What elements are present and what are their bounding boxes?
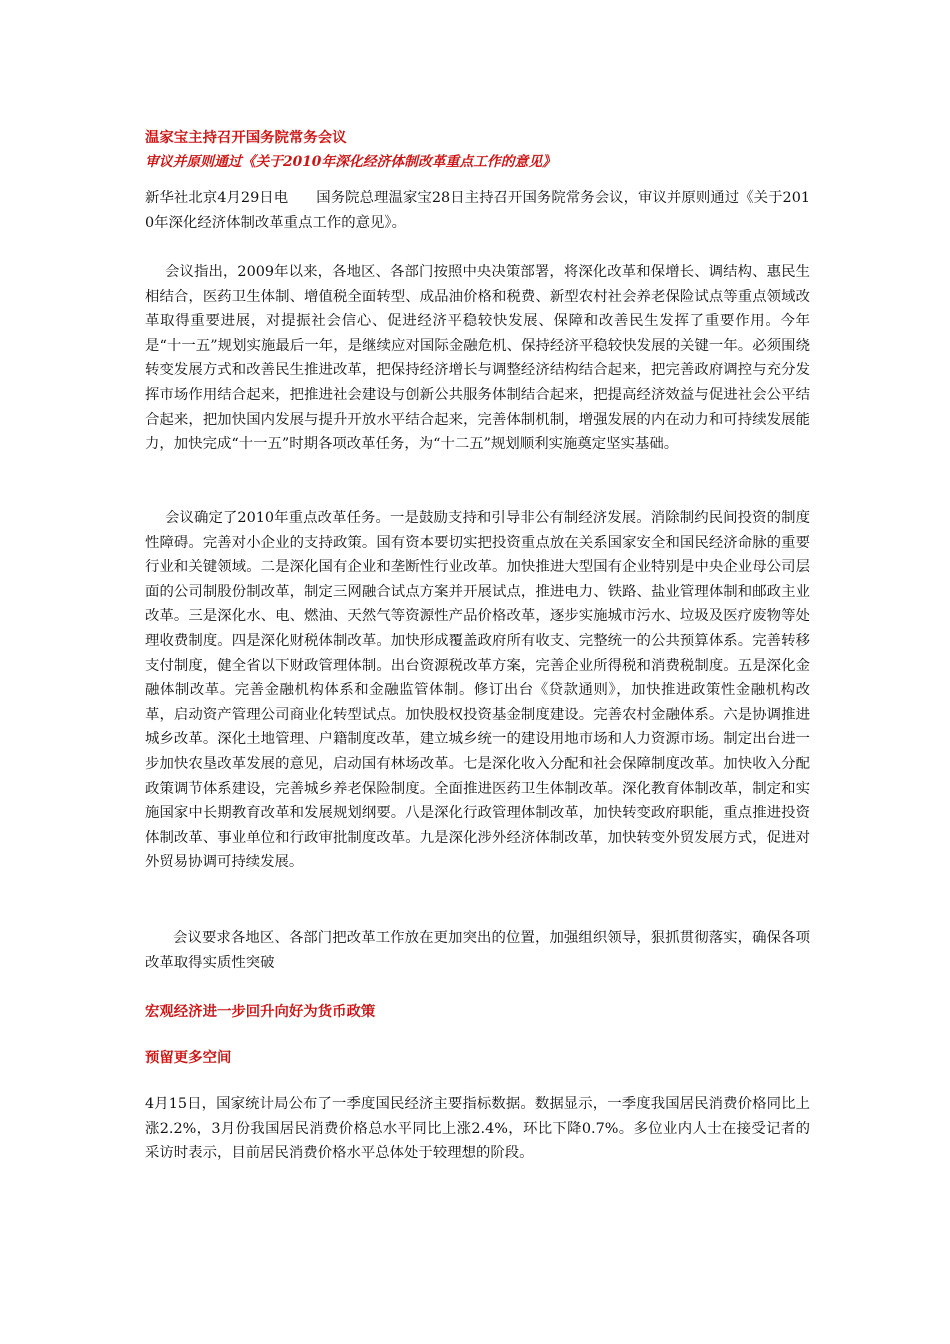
article-subtitle: 审议并原则通过《关于2010年深化经济体制改革重点工作的意见》 — [145, 154, 556, 170]
dateline: 新华社北京4月29日电 — [145, 190, 289, 206]
body-paragraph-2: 会议确定了2010年重点改革任务。一是鼓励支持和引导非公有制经济发展。消除制约民间投资的制度性障碍。完善对小企业的支持政策。国有资本要切实把投资重点放在关系国家安全和国民经济命脉的重要行业和关键领域。二是深化国有企业和垄断性行业改革。加快推进大型国有企业特别是中央企业母公司层面的公司制股份制改革，制定三网融合试点方案并开展试点，推进电力、铁路、盐业管理体制和邮政主业改革。三是深化水、电、燃油、天然气等资源性产品价格改革，逐步实施城市污水、垃圾及医疗废物等处理收费制度。四是深化财税体制改革。加快形成覆盖政府所有收支、完整统一的公共预算体系。完善转移支付制度，健全省以下财政管理体制。出台资源税改革方案，完善企业所得税和消费税制度。五是深化金融体制改革。完善金融机构体系和金融监管体制。修订出台《贷款通则》，加快推进政策性金融机构改革，启动资产管理公司商业化转型试点。加快股权投资基金制度建设。完善农村金融体系。六是协调推进城乡改革。深化土地管理、户籍制度改革，建立城乡统一的建设用地市场和人力资源市场。制定出台进一步加快农垦改革发展的意见，启动国有林场改革。七是深化收入分配和社会保障制度改革。加快收入分配政策调节体系建设，完善城乡养老保险制度。全面推进医药卫生体制改革。深化教育体制改革，制定和实施国家中长期教育改革和发展规划纲要。八是深化行政管理体制改革，加快转变政府职能，重点推进投资体制改革、事业单位和行政审批制度改革。九是深化涉外经济体制改革，加快转变外贸发展方式，促进对外贸易协调可持续发展。 — [145, 510, 810, 871]
lead-paragraph — [145, 186, 810, 235]
body-paragraph-3: 会议要求各地区、各部门把改革工作放在更加突出的位置，加强组织领导，狠抓贯彻落实，确保各项改革取得实质性突破 — [145, 930, 810, 971]
section-title-line2: 预留更多空间 — [145, 1050, 232, 1066]
article-title: 温家宝主持召开国务院常务会议 — [145, 130, 347, 146]
body-paragraph-1: 会议指出，2009年以来，各地区、各部门按照中央决策部署，将深化改革和保增长、调结构、惠民生相结合，医药卫生体制、增值税全面转型、成品油价格和税费、新型农村社会养老保险试点等重点领域改革取得重要进展，对提振社会信心、促进经济平稳较快发展、保障和改善民生发挥了重要作用。今年是“十一五”规划实施最后一年，是继续应对国际金融危机、保持经济平稳较快发展的关键一年。必须围绕转变发展方式和改善民生推进改革，把保持经济增长与调整经济结构结合起来，把完善政府调控与充分发挥市场作用结合起来，把推进社会建设与创新公共服务体制结合起来，把提高经济效益与促进社会公平结合起来，把加快国内发展与提升开放水平结合起来，完善体制机制，增强发展的内在动力和可持续发展能力，加快完成“十一五”时期各项改革任务，为“十二五”规划顺利实施奠定坚实基础。 — [145, 264, 810, 453]
lead-text: 国务院总理温家宝28日主持召开国务院常务会议，审议并原则通过《关于2010年深化经济体制改革重点工作的意见》。 — [145, 190, 811, 231]
section-title-line1: 宏观经济进一步回升向好为货币政策 — [145, 1004, 376, 1020]
section-paragraph-1: 4月15日，国家统计局公布了一季度国民经济主要指标数据。数据显示，一季度我国居民消费价格同比上涨2.2%，3月份我国居民消费价格总水平同比上涨2.4%，环比下降0.7%。多位业内人士在接受记者的采访时表示，目前居民消费价格水平总体处于较理想的阶段。 — [145, 1096, 810, 1162]
